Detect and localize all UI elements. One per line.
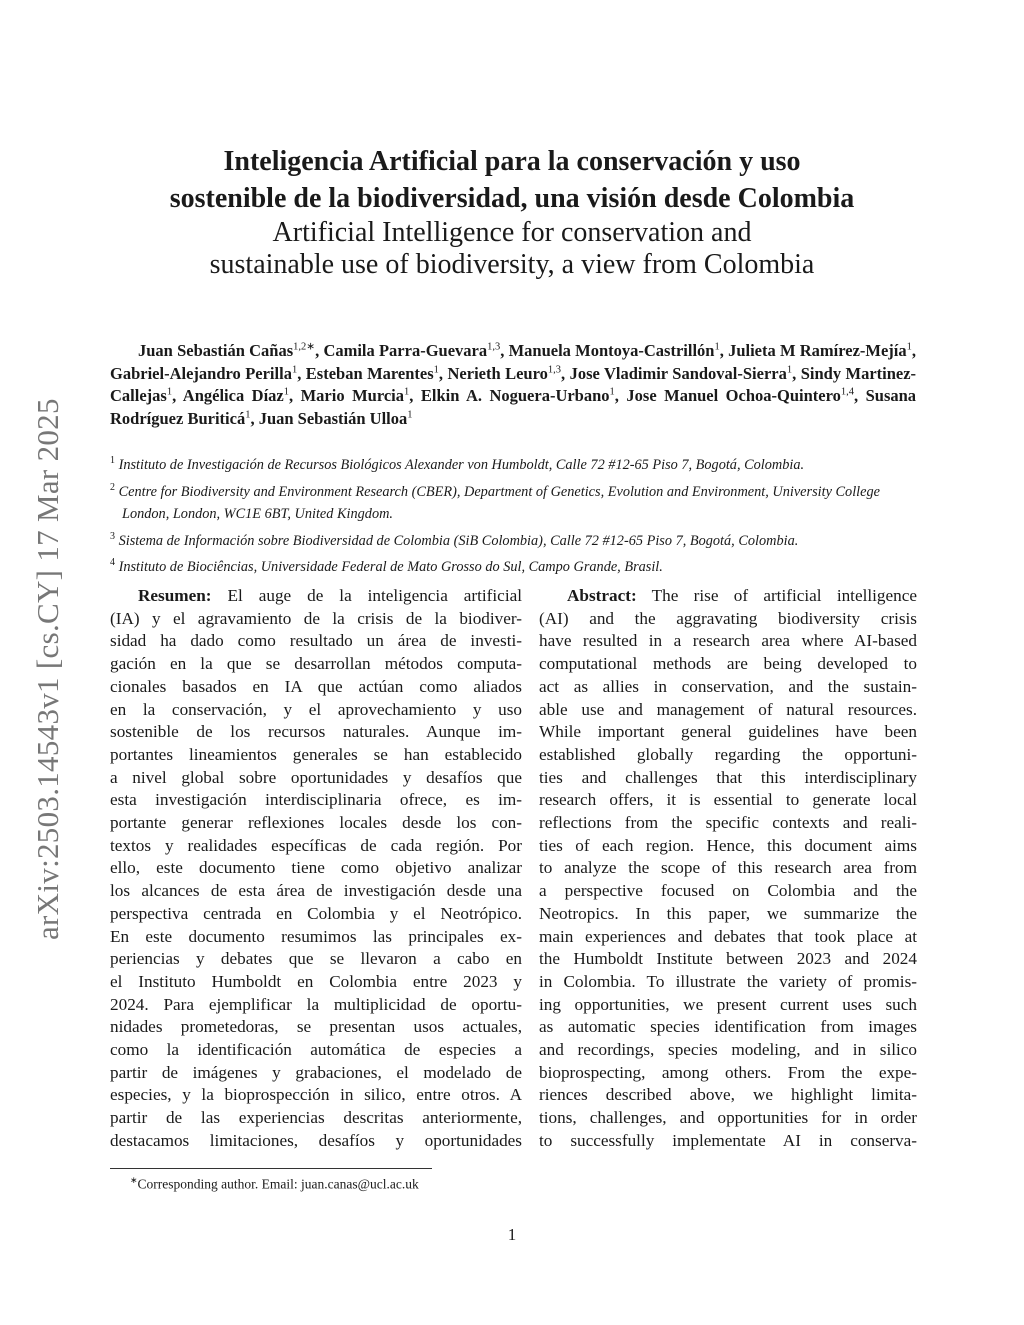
resumen-column	[110, 585, 522, 1153]
affiliation	[110, 552, 916, 579]
author-name: Gabriel-Alejandro Perilla	[110, 363, 292, 383]
text-line	[110, 630, 522, 653]
title-line: sustainable use of biodiversity, a view from Colombia	[209, 249, 815, 280]
text-line	[539, 1039, 917, 1062]
line-text: 2024. Para ejemplificar la multiplicidad de oportu-	[110, 994, 522, 1014]
text-line	[110, 1084, 522, 1107]
line-text: as automatic species identification from images	[539, 1017, 917, 1037]
text-line	[110, 971, 522, 994]
text-line	[539, 1016, 917, 1039]
text-line	[110, 903, 522, 926]
author-affiliation-mark: 1	[906, 341, 912, 353]
line-text: partir de imágenes y grabaciones, el modelado de	[110, 1062, 522, 1082]
author-name: Manuela Montoya-Castrillón	[508, 341, 715, 360]
affiliation	[110, 477, 916, 526]
text-line	[539, 767, 917, 790]
line-text: to successfully implementate AI in conserva-	[539, 1130, 917, 1150]
line-text: have resulted in a research area where AI-based	[539, 631, 917, 651]
line-text: esta investigación interdisciplinaria ofrece, es im-	[110, 790, 522, 810]
affiliation	[110, 450, 916, 477]
title-line: Artificial Intelligence for conservation and	[272, 217, 752, 248]
text-line	[539, 1130, 917, 1153]
author-name: Mario Murcia	[300, 386, 404, 406]
text-line	[110, 699, 522, 722]
line-text: reflections from the specific contexts and reali-	[539, 813, 917, 833]
text-line	[539, 903, 917, 926]
author-affiliation-mark: 1	[714, 341, 720, 353]
line-text: el Instituto Humboldt en Colombia entre 2023 y	[110, 971, 522, 991]
line-text: ing opportunities, we present current uses such	[539, 994, 917, 1014]
author-name: Nerieth Leuro	[447, 363, 548, 383]
text-line	[539, 721, 917, 744]
author-name: Jose Manuel Ochoa-Quintero	[626, 386, 841, 406]
author-name: Esteban Marentes	[305, 363, 434, 383]
text-line	[539, 926, 917, 949]
text-line	[539, 585, 917, 608]
line-text: En este documento resumimos las principales ex-	[110, 926, 522, 946]
text-line	[110, 789, 522, 812]
author-name: Jose Vladimir Sandoval-Sierra	[569, 363, 787, 383]
author-affiliation-mark: 1	[404, 386, 410, 398]
line-text: main experiences and debates that took place at	[539, 926, 917, 946]
line-text: sidad ha dado como resultado un área de investi-	[110, 631, 522, 651]
text-line	[539, 857, 917, 880]
line-text: sostenible de los recursos naturales. Aunque im-	[110, 722, 522, 742]
line-text: cionales basados en IA que actúan como aliados	[110, 676, 522, 696]
text-line	[110, 1107, 522, 1130]
text-line	[110, 585, 522, 608]
author-affiliation-mark: 1	[245, 409, 251, 421]
line-text: and recordings, species modeling, and in silico	[539, 1040, 917, 1060]
line-text: in Colombia. To illustrate the variety of promis-	[539, 971, 917, 991]
line-text: gación en la que se desarrollan métodos computa-	[110, 654, 522, 674]
author-affiliation-mark: 1,4	[840, 386, 854, 398]
line-text: ties and challenges that this interdisciplinary	[539, 767, 917, 787]
line-text: a nivel global sobre oportunidades y desafíos que	[110, 767, 522, 787]
line-text: to analyze the scope of this research area from	[539, 858, 917, 878]
line-text: partir de las experiencias descritas anteriormente,	[110, 1108, 522, 1128]
text-line	[110, 676, 522, 699]
footnote-text: Corresponding author. Email: juan.canas@ucl.ac.uk	[137, 1176, 419, 1192]
affiliation-text: Sistema de Información sobre Biodiversidad de Colombia (SiB Colombia), Calle 72 #12-65 Piso 7, Bogotá, Colombia.	[118, 532, 799, 549]
text-line	[539, 948, 917, 971]
author-list: Juan Sebastián Cañas$^{1,2∗}$, Camila Parra-Guevara$^{1,3}$, Manuela Montoya-Castrillón$^1$, Julieta M Ramírez-Mejía$^1$, Gabriel-Alejandro Perilla$^1$, Esteban Marentes$^1$, Nerieth Leuro$^{1,3}$, Jose Vladimir Sandoval-Sierra$^1$, Sindy Martinez-Callejas$^1$, Angélica Díaz$^1$, Mario Murcia$^1$, Elkin A. Noguera-Urbano$^1$, Jose Manuel Ochoa-Quintero$^{1,4}$, Susana Rodríguez Buriticá$^1$, Juan Sebastián Ulloa$^1$	[110, 341, 917, 429]
title-block	[60, 143, 964, 281]
line-text: able use and management of natural resources.	[539, 699, 917, 719]
affiliation-text: Centre for Biodiversity and Environment Research (CBER), Department of Genetics, Evolution and Environment, University College London, London, WC1E 6BT, United Kingdom.	[118, 483, 880, 523]
line-text: The rise of artificial intelligence	[636, 586, 917, 605]
author-name: Juan Sebastián Ulloa	[258, 409, 408, 429]
title-line: sostenible de la biodiversidad, una visión desde Colombia	[169, 183, 855, 214]
text-line	[110, 1062, 522, 1085]
title-english	[60, 217, 964, 281]
author-name: Camila Parra-Guevara	[323, 341, 488, 360]
affiliations	[110, 450, 916, 579]
text-line	[539, 1084, 917, 1107]
line-text: tions, challenges, and opportunities for in order	[539, 1108, 917, 1128]
text-line	[110, 1130, 522, 1153]
author-affiliation-mark: 1	[786, 364, 793, 376]
text-line	[110, 835, 522, 858]
line-text: bioprospecting, among others. From the expe-	[539, 1062, 917, 1082]
text-line	[539, 653, 917, 676]
footnote	[130, 1175, 419, 1193]
text-line	[110, 608, 522, 631]
author-affiliation-mark: 1	[609, 386, 615, 398]
abstract-label: Abstract:	[567, 586, 637, 605]
line-text: periencias y debates que se llevaron a cabo en	[110, 949, 522, 969]
abstract-column	[539, 585, 917, 1153]
affiliation-number: 1	[110, 455, 115, 466]
arxiv-stamp: arXiv:2503.14543v1 [cs.CY] 17 Mar 2025	[30, 398, 65, 940]
text-line	[539, 1062, 917, 1085]
affiliation-number: 4	[110, 557, 115, 569]
author-name: Elkin A. Noguera-Urbano	[420, 386, 610, 406]
title-spanish	[60, 143, 964, 217]
resumen-label: Resumen:	[138, 586, 212, 605]
affiliation-text: Instituto de Biociências, Universidade Federal de Mato Grosso do Sul, Campo Grande, Brasil.	[118, 559, 663, 576]
text-line	[110, 812, 522, 835]
text-line	[539, 994, 917, 1017]
line-text: portante generar reflexiones locales desde los con-	[110, 813, 522, 833]
footnote-mark: ∗	[130, 1175, 138, 1185]
line-text: established globally regarding the opportuni-	[539, 744, 917, 764]
author-name: Juan Sebastián Cañas	[138, 341, 294, 360]
affiliation-number: 2	[110, 481, 115, 493]
line-text: the Humboldt Institute between 2023 and 2024	[539, 949, 917, 969]
text-line	[539, 630, 917, 653]
text-line	[110, 721, 522, 744]
line-text: perspectiva centrada en Colombia y el Neotrópico.	[110, 903, 522, 923]
text-line	[539, 699, 917, 722]
footnote-rule	[110, 1168, 432, 1169]
title-line: Inteligencia Artificial para la conservación y uso	[223, 146, 801, 177]
author-affiliation-mark: 1,2∗	[293, 341, 316, 353]
text-line	[110, 1039, 522, 1062]
line-text: Neotropics. In this paper, we summarize the	[539, 903, 917, 923]
line-text: especies, y la bioprospección in silico, entre otros. A	[110, 1085, 522, 1105]
line-text: nidades prometedoras, se presentan usos actuales,	[110, 1017, 522, 1037]
author-name: Julieta M Ramírez-Mejía	[728, 341, 907, 360]
line-text: como la identificación automática de especies a	[110, 1040, 522, 1060]
line-text: a perspective focused on Colombia and the	[539, 881, 917, 901]
text-line	[110, 653, 522, 676]
line-text: textos y realidades específicas de cada región. Por	[110, 835, 522, 855]
author-affiliation-mark: 1	[433, 364, 439, 376]
affiliation-number: 3	[110, 530, 115, 542]
line-text: computational methods are being developed to	[539, 654, 917, 674]
page-number: 1	[507, 1225, 517, 1244]
text-line	[539, 835, 917, 858]
line-text: los alcances de esta área de investigación desde una	[110, 881, 522, 901]
line-text: ello, este documento tiene como objetivo analizar	[110, 858, 522, 878]
line-text: (IA) y el agravamiento de la crisis de la biodiver-	[110, 608, 522, 628]
text-line	[539, 1107, 917, 1130]
author-name: Angélica Díaz	[182, 386, 284, 406]
affiliation	[110, 526, 916, 553]
text-line	[110, 948, 522, 971]
text-line	[539, 971, 917, 994]
line-text: research offers, it is essential to generate local	[539, 790, 917, 810]
text-line	[110, 857, 522, 880]
affiliation-text: Instituto de Investigación de Recursos Biológicos Alexander von Humboldt, Calle 72 #12-65 Piso 7, Bogotá, Colombia.	[118, 456, 805, 473]
text-line	[539, 812, 917, 835]
line-text: riences described above, we highlight limita-	[539, 1085, 917, 1105]
author-affiliation-mark: 1,3	[487, 341, 501, 353]
line-text: portantes lineamientos generales se han establecido	[110, 744, 522, 764]
text-line	[539, 676, 917, 699]
author-name: Susana Rodríguez Buriticá	[110, 386, 917, 429]
author-affiliation-mark: 1	[166, 386, 173, 398]
line-text: El auge de la inteligencia artificial	[211, 586, 522, 605]
line-text: act as allies in conservation, and the sustain-	[539, 676, 917, 696]
line-text: (AI) and the aggravating biodiversity crisis	[539, 608, 917, 628]
author-affiliation-mark: 1	[407, 409, 413, 421]
text-line	[539, 608, 917, 631]
author-affiliation-mark: 1	[283, 386, 289, 398]
author-affiliation-mark: 1	[291, 364, 298, 376]
text-line	[110, 767, 522, 790]
text-line	[110, 744, 522, 767]
line-text: en la conservación, y el aprovechamiento y uso	[110, 699, 522, 719]
text-line	[539, 744, 917, 767]
text-line	[110, 1016, 522, 1039]
line-text: While important general guidelines have been	[539, 722, 917, 742]
line-text: ties of each region. Hence, this document aims	[539, 835, 917, 855]
author-affiliation-mark: 1,3	[547, 364, 561, 376]
text-line	[110, 880, 522, 903]
line-text: destacamos limitaciones, desafíos y oportunidades	[110, 1130, 522, 1150]
text-line	[110, 926, 522, 949]
text-line	[539, 789, 917, 812]
text-line	[110, 994, 522, 1017]
text-line	[539, 880, 917, 903]
author-name: Sindy Martinez-Callejas	[110, 363, 917, 406]
